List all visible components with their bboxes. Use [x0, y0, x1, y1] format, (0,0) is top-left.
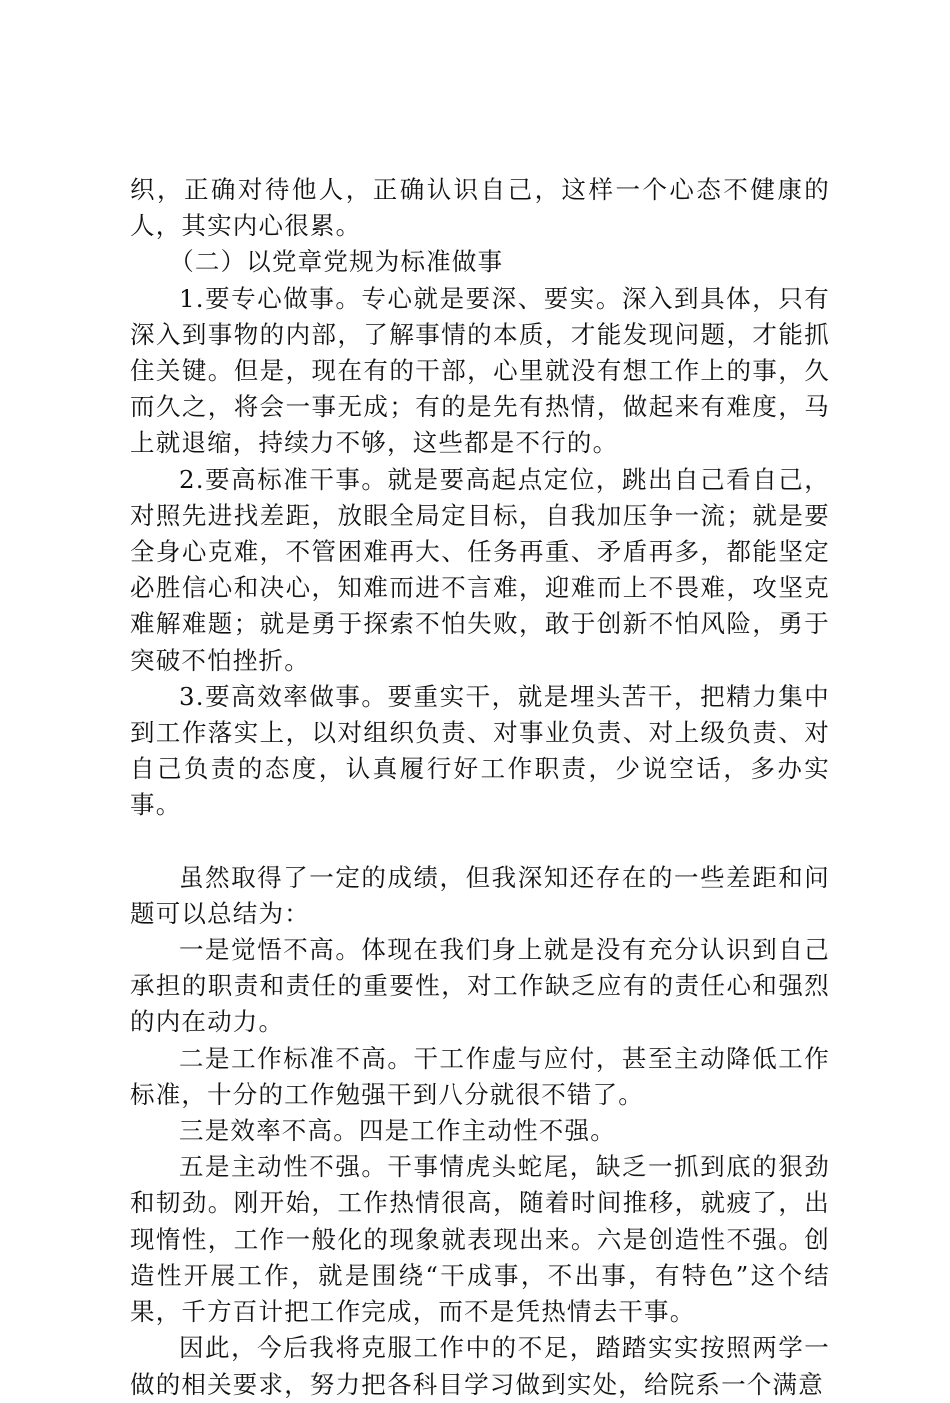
paragraph-item-3: 3.要高效率做事。要重实干，就是埋头苦干，把精力集中到工作落实上，以对组织负责、对事业负责、对上级负责、对自己负责的态度，认真履行好工作职责，少说空话，多办实事。 — [130, 681, 830, 820]
paragraph-issue-5-6: 五是主动性不强。干事情虎头蛇尾，缺乏一抓到底的狠劲和韧劲。刚开始，工作热情很高，随着时间推移，就疲了，出现惰性，工作一般化的现象就表现出来。六是创造性不强。创造性开展工作，就是围绕“干成事，不出事，有特色”这个结果，千方百计把工作完成，而不是凭热情去干事。 — [130, 1152, 830, 1327]
paragraph-item-1: 1.要专心做事。专心就是要深、要实。深入到具体，只有深入到事物的内部，了解事情的本质，才能发现问题，才能抓住关键。但是，现在有的干部，心里就没有想工作上的事，久而久之，将会一事无成；有的是先有热情，做起来有难度，马上就退缩，持续力不够，这些都是不行的。 — [130, 283, 830, 458]
paragraph-conclusion: 因此，今后我将克服工作中的不足，踏踏实实按照两学一做的相关要求，努力把各科目学习做到实处，给院系一个满意 — [130, 1333, 830, 1399]
paragraph-spacer — [130, 824, 830, 860]
paragraph-continuation: 织，正确对待他人，正确认识自己，这样一个心态不健康的人，其实内心很累。 — [130, 175, 830, 241]
paragraph-summary-intro: 虽然取得了一定的成绩，但我深知还存在的一些差距和问题可以总结为： — [130, 862, 830, 928]
paragraph-item-2: 2.要高标准干事。就是要高起点定位，跳出自己看自己，对照先进找差距，放眼全局定目标，自我加压争一流；就是要全身心克难，不管困难再大、任务再重、矛盾再多，都能坚定必胜信心和决心，知难而进不言难，迎难而上不畏难，攻坚克难解难题；就是勇于探索不怕失败，敢于创新不怕风险，勇于突破不怕挫折。 — [130, 464, 830, 675]
document-body — [130, 172, 830, 1403]
paragraph-issue-2: 二是工作标准不高。干工作虚与应付，甚至主动降低工作标准，十分的工作勉强干到八分就很不错了。 — [130, 1043, 830, 1109]
paragraph-issue-3-4: 三是效率不高。四是工作主动性不强。 — [179, 1116, 616, 1146]
section-heading: （二）以党章党规为标准做事 — [169, 247, 504, 277]
paragraph-issue-1: 一是觉悟不高。体现在我们身上就是没有充分认识到自己承担的职责和责任的重要性，对工作缺乏应有的责任心和强烈的内在动力。 — [130, 935, 830, 1037]
